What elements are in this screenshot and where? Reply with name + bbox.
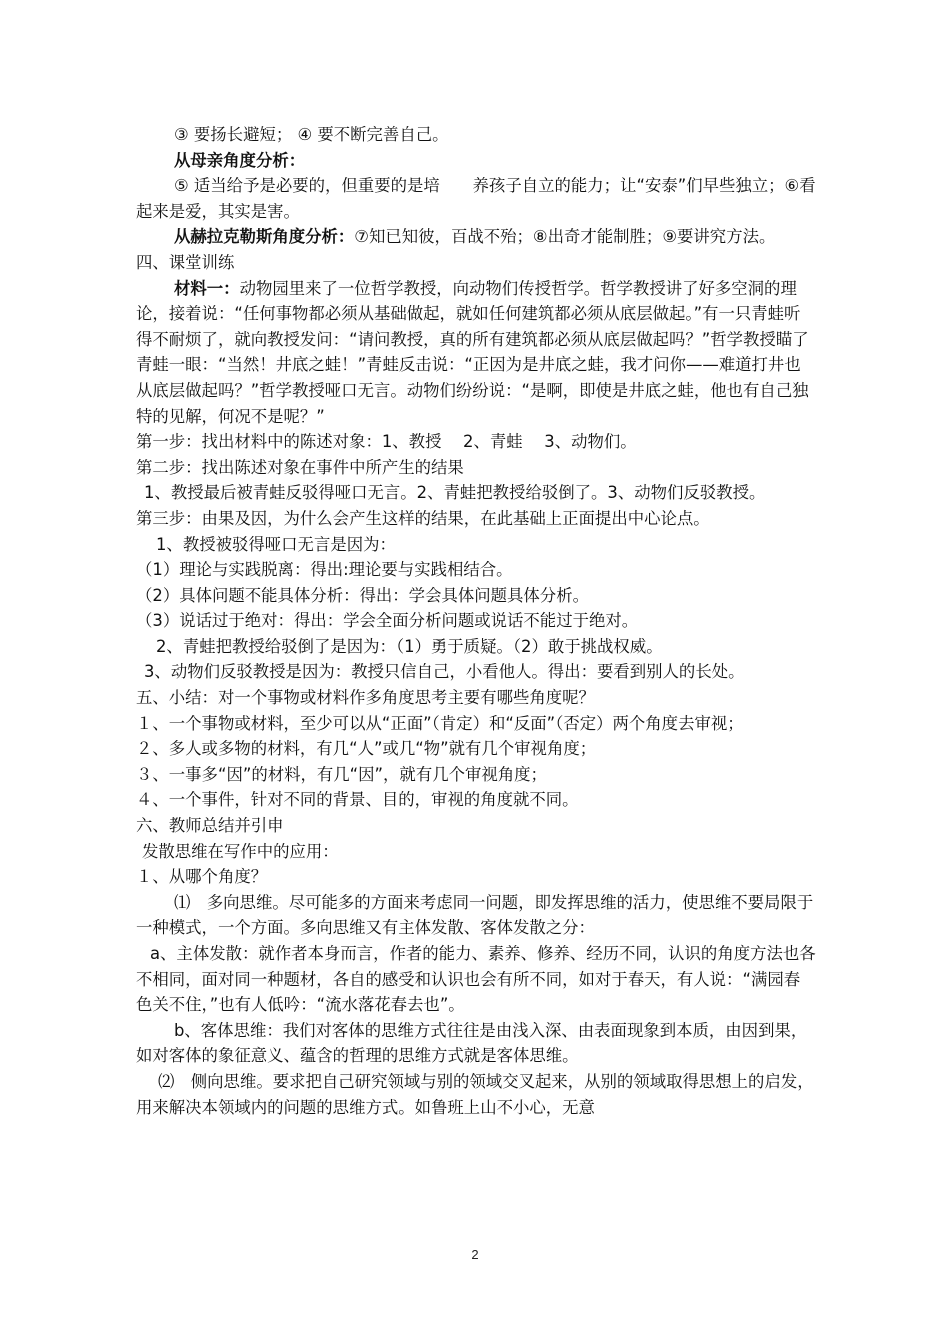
text-line: （2）具体问题不能具体分析：得出：学会具体问题具体分析。: [136, 585, 589, 605]
paragraph: a、主体发散：就作者本身而言，作者的能力、素养、修养、经历不同，认识的角度方法也各不相同，面对同一种题材，各自的感受和认识也会有所不同，如对于春天，有人说：“满园春色关不住，”也有人低吟：“流水落花春去也”。: [136, 944, 816, 1015]
step-one: 第一步：找出材料中的陈述对象：1、教授 2、青蛙 3、动物们。: [136, 432, 637, 452]
text-line: １、从哪个角度？: [136, 867, 268, 887]
text-line: 1、教授被驳得哑口无言是因为：: [156, 534, 396, 554]
document-body: [136, 122, 816, 1120]
text-span: ⑦知已知彼，百战不殆；⑧出奇才能制胜；⑨要讲究方法。: [354, 227, 776, 247]
list-item: ２、多人或多物的材料，有几“人”或几“物”就有几个审视角度；: [136, 739, 597, 759]
section-heading-4: 四、课堂训练: [136, 252, 235, 272]
paragraph: ⑤ 适当给予是必要的，但重要的是培 养孩子自立的能力；让“安泰”们早些独立；⑥看起来是爱，其实是害。: [136, 176, 816, 221]
material-paragraph: [136, 276, 816, 430]
text-line: （3）说话过于绝对：得出：学会全面分析问题或说话不能过于绝对。: [136, 611, 639, 631]
text-line: 2、青蛙把教授给驳倒了是因为：（1）勇于质疑。（2）敢于挑战权威。: [156, 636, 663, 656]
section-heading-mother: 从母亲角度分析：: [174, 150, 306, 170]
step-two: 第二步：找出陈述对象在事件中所产生的结果: [136, 457, 464, 477]
text-line: ③ 要扬长避短； ④ 要不断完善自己。: [174, 125, 449, 144]
material-label: 材料一：: [174, 278, 240, 298]
page-number: 2: [471, 1247, 479, 1262]
paragraph: ⑴ 多向思维。尽可能多的方面来考虑同一问题，即发挥思维的活力，使思维不要局限于一种模式，一个方面。多向思维又有主体发散、客体发散之分：: [136, 892, 814, 938]
text-line: 发散思维在写作中的应用：: [142, 841, 339, 861]
material-text: 动物园里来了一位哲学教授，向动物们传授哲学。哲学教授讲了好多空洞的理论，接着说：“任何事物都必须从基础做起，就如任何建筑都必须从底层做起。”有一只青蛙听得不耐烦了，就向教授发问：“请问教授，真的所有建筑都必须从底层做起吗？”哲学教授瞄了青蛙一眼：“当然！井底之蛙！”青蛙反击说：“正因为是井底之蛙，我才问你——难道打井也从底层做起吗？”哲学教授哑口无言。动物们纷纷说：“是啊，即使是井底之蛙，他也有自己独特的见解，何况不是呢？”: [136, 278, 809, 426]
section-heading-6: 六、教师总结并引申: [136, 816, 284, 836]
section-heading-5: 五、小结：对一个事物或材料作多角度思考主要有哪些角度呢？: [136, 688, 595, 708]
section-heading-hercules: 从赫拉克勒斯角度分析：: [174, 227, 355, 247]
step-three: 第三步：由果及因，为什么会产生这样的结果，在此基础上正面提出中心论点。: [136, 508, 710, 528]
paragraph: [136, 224, 816, 250]
paragraph: b、客体思维：我们对客体的思维方式往往是由浅入深、由表面现象到本质，由因到果，如对客体的象征意义、蕴含的哲理的思维方式就是客体思维。: [136, 1020, 808, 1066]
text-line: （1）理论与实践脱离：得出:理论要与实践相结合。: [136, 560, 513, 580]
paragraph: 1、教授最后被青蛙反驳得哑口无言。2、青蛙把教授给驳倒了。3、动物们反驳教授。: [144, 483, 766, 503]
list-item: ４、一个事件，针对不同的背景、目的，审视的角度就不同。: [136, 790, 579, 810]
paragraph: ⑵ 侧向思维。要求把自己研究领域与别的领域交叉起来，从别的领域取得思想上的启发，用来解决本领域内的问题的思维方式。如鲁班上山不小心，无意: [136, 1071, 814, 1117]
list-item: １、一个事物或材料，至少可以从“正面”（肯定）和“反面”（否定）两个角度去审视；: [136, 713, 744, 733]
paragraph: 3、动物们反驳教授是因为：教授只信自己，小看他人。得出：要看到别人的长处。: [144, 662, 745, 682]
list-item: ３、一事多“因”的材料，有几“因”，就有几个审视角度；: [136, 764, 547, 784]
